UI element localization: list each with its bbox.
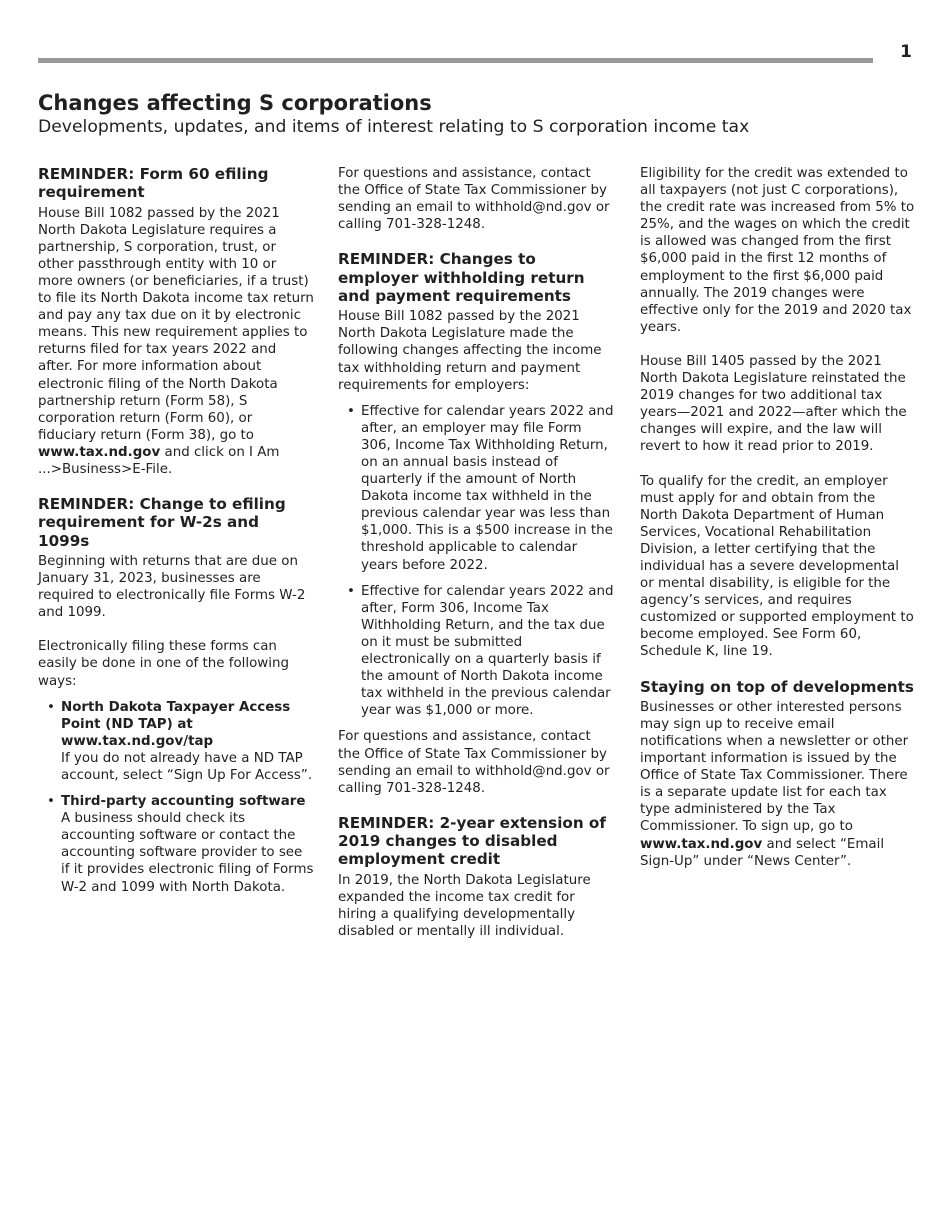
disabled-credit-paragraph-3: House Bill 1405 passed by the 2021 North Dakota Legislature reinstated the 2019 changes for two additional tax years—2021 and 2022—after which the changes will expire, and the law will revert to how it read prior to 2019. <box>640 353 907 455</box>
page-number: 1 <box>900 42 912 62</box>
section-heading-disabled-credit: REMINDER: 2-year extension of 2019 changes to disabled employment credit <box>338 813 606 869</box>
w2-1099-paragraph-2: Electronically filing these forms can easily be done in one of the following ways: <box>38 639 289 689</box>
tax-website-link[interactable]: www.tax.nd.gov <box>640 836 763 852</box>
tax-website-link[interactable]: www.tax.nd.gov <box>38 444 161 460</box>
list-item: • Effective for calendar years 2022 and after, Form 306, Income Tax Withholding Return, and the tax due on it must be submitted electronically on a quarterly basis if the amount of North Dakota income tax withheld in the previous calendar year was $1,000 or more. <box>361 583 614 720</box>
list-item <box>61 699 314 784</box>
withholding-intro: House Bill 1082 passed by the 2021 North Dakota Legislature made the following changes affecting the income tax withholding return and payment requirements for employers: <box>338 309 602 393</box>
developments-text-a: Businesses or other interested persons may sign up to receive email notifications when a newsletter or other important information is issued by the Office of State Tax Commissioner. There is a separate update list for each tax type administered by the Tax Commissioner. To sign up, go to <box>640 699 909 835</box>
section-heading-w2-1099: REMINDER: Change to efiling requirement for W-2s and 1099s <box>38 495 286 550</box>
header-rule <box>38 58 873 63</box>
list-item <box>61 793 314 896</box>
section-heading-developments: Staying on top of developments <box>640 677 914 696</box>
column-1 <box>38 165 314 905</box>
efile-options-list <box>38 699 314 896</box>
nd-tap-title: • North Dakota Taxpayer Access Point (ND TAP) at www.tax.nd.gov/tap <box>61 699 291 749</box>
page-subtitle: Developments, updates, and items of interest relating to S corporation income tax <box>38 117 750 137</box>
contact-paragraph-1: For questions and assistance, contact the Office of State Tax Commissioner by sending an email to withhold@nd.gov or calling 701-328-1248. <box>338 166 610 233</box>
disabled-credit-paragraph-2: Eligibility for the credit was extended to all taxpayers (not just C corporations), the credit rate was increased from 5% to 25%, and the wages on which the credit is allowed was changed from the first $6,000 paid in the first 12 months of employment to the first $6,000 paid annually. The 2019 changes were effective only for the 2019 and 2020 tax years. <box>640 166 915 335</box>
contact-paragraph-2: For questions and assistance, contact the Office of State Tax Commissioner by sending an email to withhold@nd.gov or calling 701-328-1248. <box>338 729 610 796</box>
third-party-text: A business should check its accounting software or contact the accounting software provider to see if it provides electronic filing of Forms W-2 and 1099 with North Dakota. <box>61 811 314 895</box>
column-3 <box>640 165 916 887</box>
column-2 <box>338 165 614 957</box>
disabled-credit-paragraph-1: In 2019, the North Dakota Legislature expanded the income tax credit for hiring a qualifying developmentally disabled or mentally ill individual. <box>338 872 591 939</box>
third-party-title: • Third-party accounting software <box>61 794 306 810</box>
developments-paragraph <box>640 699 916 870</box>
section-heading-withholding: REMINDER: Changes to employer withholding return and payment requirements <box>338 250 585 305</box>
disabled-credit-paragraph-4: To qualify for the credit, an employer must apply for and obtain from the North Dakota Department of Human Services, Vocational Rehabilitation Division, a letter certifying that the individual has a severe developmental or mental disability, is eligible for the agency’s services, and requires customized or supported employment to become employed. See Form 60, Schedule K, line 19. <box>640 473 914 660</box>
form60-text-a: House Bill 1082 passed by the 2021 North Dakota Legislature requires a partnership, S corporation, trust, or other passthrough entity with 10 or more owners (or beneficiaries, if a trust) to file its North Dakota income tax return and pay any tax due on it by electronic means. This new requirement applies to returns filed for tax years 2022 and after. For more information about electronic filing of the North Dakota partnership return (Form 58), S corporation return (Form 60), or fiduciary return (Form 38), go to <box>38 205 314 443</box>
w2-1099-paragraph-1: Beginning with returns that are due on January 31, 2023, businesses are required to electronically file Forms W-2 and 1099. <box>38 553 306 621</box>
form60-text-b: and click on I Am ...>Business>E-File. <box>38 444 280 477</box>
developments-text-b: and select “Email Sign-Up” under “News Center”. <box>640 836 885 869</box>
nd-tap-text: If you do not already have a ND TAP account, select “Sign Up For Access”. <box>61 750 313 784</box>
page-title: Changes affecting S corporations <box>38 91 432 115</box>
list-item: • Effective for calendar years 2022 and after, an employer may file Form 306, Income Tax Withholding Return, on an annual basis instead of quarterly if the amount of North Dakota income tax withheld in the previous calendar year was less than $1,000. This is a $500 increase in the threshold applicable to calendar years before 2022. <box>361 403 614 574</box>
form60-paragraph <box>38 205 314 479</box>
section-heading-form60: REMINDER: Form 60 efiling requirement <box>38 165 269 202</box>
withholding-changes-list <box>338 403 614 720</box>
